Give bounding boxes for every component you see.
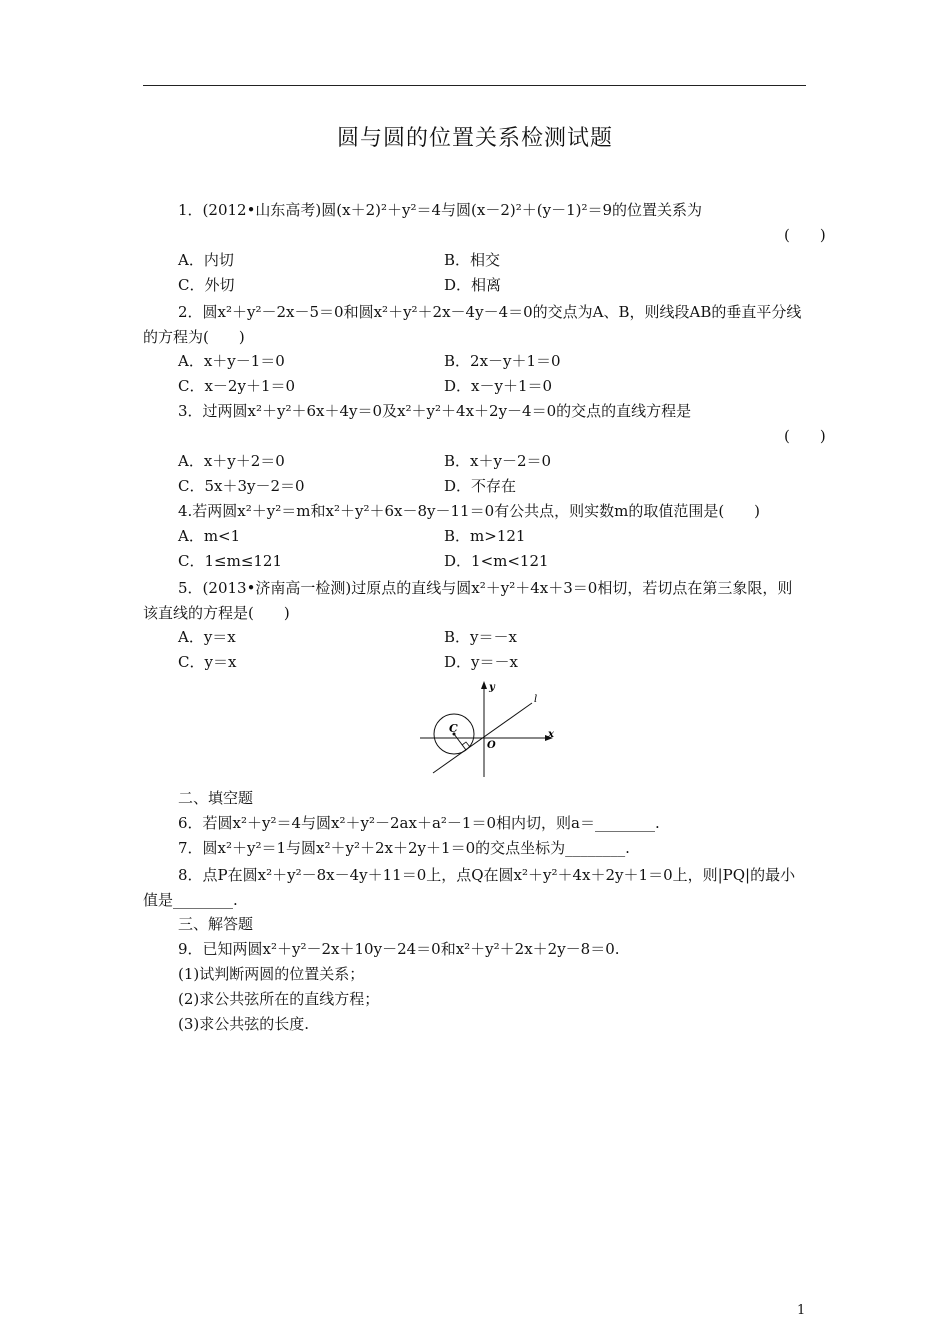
question-1-option-d: D．相离 — [444, 276, 502, 294]
question-2-stem: 2．圆x²＋y²－2x－5＝0和圆x²＋y²＋2x－4y－4＝0的交点为A、B，则线段AB的垂直平分线的方程为( ) — [143, 303, 802, 346]
section-solve-heading: 三、解答题 — [178, 915, 254, 933]
question-3-option-d: D．不存在 — [444, 477, 517, 495]
question-2-option-b: B．2x－y＋1＝0 — [444, 352, 561, 370]
question-5-option-b: B．y＝－x — [444, 628, 517, 646]
question-3-answer-parenthesis: ( ) — [784, 427, 826, 445]
question-4-option-d: D．1<m<121 — [444, 552, 549, 570]
question-9-part-1: (1)试判断两圆的位置关系； — [178, 965, 365, 983]
y-axis-arrow-icon — [481, 681, 487, 689]
x-axis-label: x — [548, 729, 554, 740]
y-axis-label: y — [489, 682, 495, 693]
line-l-label: l — [534, 694, 538, 705]
question-2-option-d: D．x－y＋1＝0 — [444, 377, 553, 395]
page-number: 1 — [797, 1303, 806, 1318]
question-5-stem: 5．(2013•济南高一检测)过原点的直线与圆x²＋y²＋4x＋3＝0相切，若切点在第三象限，则该直线的方程是( ) — [143, 579, 793, 622]
tangent-line-figure — [415, 676, 560, 781]
radius-segment — [454, 734, 466, 750]
question-1-option-c: C．外切 — [178, 276, 235, 294]
page-title: 圆与圆的位置关系检测试题 — [336, 126, 613, 151]
center-c-label: C — [449, 722, 458, 735]
question-2-option-a: A．x＋y－1＝0 — [178, 352, 285, 370]
question-4-stem: 4.若两圆x²＋y²＝m和x²＋y²＋6x－8y－11＝0有公共点，则实数m的取值范围是( ) — [178, 502, 761, 520]
question-3-option-b: B．x＋y－2＝0 — [444, 452, 552, 470]
origin-o-label: O — [487, 740, 496, 751]
section-fill-in-heading: 二、填空题 — [178, 789, 254, 807]
question-4-option-b: B．m>121 — [444, 527, 526, 545]
question-1-stem: 1．(2012•山东高考)圆(x＋2)²＋y²＝4与圆(x－2)²＋(y－1)²＝9的位置关系为 — [178, 201, 703, 219]
question-3-option-a: A．x＋y＋2＝0 — [178, 452, 285, 470]
question-4-option-c: C．1≤m≤121 — [178, 552, 283, 570]
question-1-option-a: A．内切 — [178, 251, 234, 269]
question-3-option-c: C．5x＋3y－2＝0 — [178, 477, 305, 495]
question-3-stem: 3．过两圆x²＋y²＋6x＋4y＝0及x²＋y²＋4x＋2y－4＝0的交点的直线方程是 — [178, 402, 692, 420]
question-1-option-b: B．相交 — [444, 251, 501, 269]
question-5-option-c: C．y＝x — [178, 653, 237, 671]
question-9-part-2: (2)求公共弦所在的直线方程； — [178, 990, 380, 1008]
question-9-stem: 9．已知两圆x²＋y²－2x＋10y－24＝0和x²＋y²＋2x＋2y－8＝0. — [178, 940, 620, 958]
question-9-part-3: (3)求公共弦的长度. — [178, 1015, 310, 1033]
header-rule — [143, 85, 806, 86]
question-2-option-c: C．x－2y＋1＝0 — [178, 377, 296, 395]
question-6: 6．若圆x²＋y²＝4与圆x²＋y²－2ax＋a²－1＝0相内切，则a＝________. — [178, 814, 660, 832]
question-5-option-a: A．y＝x — [178, 628, 236, 646]
question-5-option-d: D．y＝－x — [444, 653, 518, 671]
question-1-answer-parenthesis: ( ) — [784, 226, 826, 244]
question-7: 7．圆x²＋y²＝1与圆x²＋y²＋2x＋2y＋1＝0的交点坐标为________. — [178, 839, 630, 857]
question-8: 8．点P在圆x²＋y²－8x－4y＋11＝0上，点Q在圆x²＋y²＋4x＋2y＋1＝0上，则|PQ|的最小值是________. — [143, 866, 796, 909]
question-4-option-a: A．m<1 — [178, 527, 241, 545]
